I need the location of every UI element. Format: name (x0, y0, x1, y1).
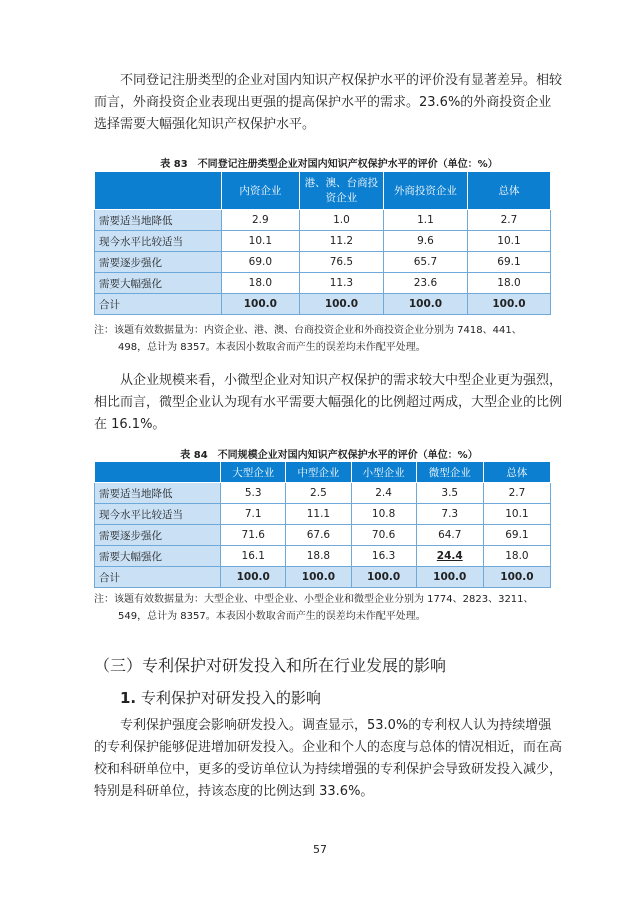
table-row (95, 210, 551, 231)
header-blank (95, 462, 221, 483)
cell: 9.6 (383, 231, 467, 252)
row-label: 需要大幅强化 (95, 546, 221, 567)
paragraph-enterprise-size: 从企业规模来看，小微型企业对知识产权保护的需求较大中型企业更为强烈，相比而言，微型企业认为现有水平需要大幅强化的比例超过两成，大型企业的比例在 16.1%。 (94, 373, 563, 432)
cell: 5.3 (221, 483, 286, 504)
cell: 10.1 (221, 231, 299, 252)
note-line: 注：该题有效数据量为：大型企业、中型企业、小型企业和微型企业分别为 1774、2823、3211、 (94, 594, 534, 605)
header-overall: 总体 (467, 172, 550, 210)
table-row (95, 273, 551, 294)
table-header-row (95, 462, 551, 483)
row-label: 合计 (95, 294, 222, 315)
section-heading: （三）专利保护对研发投入和所在行业发展的影响 (94, 656, 447, 675)
cell: 69.0 (221, 252, 299, 273)
cell: 18.8 (286, 546, 351, 567)
table-row (95, 483, 551, 504)
cell: 69.1 (483, 525, 550, 546)
note-line: 549，总计为 8357。本表因小数取舍而产生的误差均未作配平处理。 (118, 611, 426, 622)
cell: 2.5 (286, 483, 351, 504)
header-blank (95, 172, 222, 210)
row-label: 需要逐步强化 (95, 252, 222, 273)
page-number: 57 (313, 843, 327, 856)
table-row (95, 525, 551, 546)
cell: 10.1 (467, 231, 550, 252)
cell: 11.3 (299, 273, 383, 294)
cell: 71.6 (221, 525, 286, 546)
cell: 18.0 (467, 273, 550, 294)
cell: 70.6 (351, 525, 416, 546)
cell: 1.0 (299, 210, 383, 231)
cell: 3.5 (416, 483, 483, 504)
cell: 100.0 (483, 567, 550, 588)
header-small: 小型企业 (351, 462, 416, 483)
row-label: 合计 (95, 567, 221, 588)
cell: 7.3 (416, 504, 483, 525)
sub-heading-number: 1. (120, 689, 137, 707)
cell: 100.0 (351, 567, 416, 588)
header-hk-macao-taiwan: 港、澳、台商投资企业 (299, 172, 383, 210)
table-row (95, 504, 551, 525)
cell: 10.1 (483, 504, 550, 525)
table-header-row (95, 172, 551, 210)
cell: 1.1 (383, 210, 467, 231)
table-83-note (94, 322, 564, 356)
sub-heading (120, 687, 321, 708)
table-row (95, 546, 551, 567)
sub-heading-text: 专利保护对研发投入的影响 (140, 689, 321, 707)
cell: 76.5 (299, 252, 383, 273)
header-domestic: 内资企业 (221, 172, 299, 210)
paragraph-rd-investment: 专利保护强度会影响研发投入。调查显示，53.0%的专利权人认为持续增强的专利保护能够促进增加研发投入。企业和个人的态度与总体的情况相近，而在高校和科研单位中，更多的受访单位认为持续增强的专利保护会导致研发投入减少，特别是科研单位，持该态度的比例达到 33.6%。 (94, 718, 563, 799)
paragraph-registration-types: 不同登记注册类型的企业对国内知识产权保护水平的评价没有显著差异。相较而言，外商投资企业表现出更强的提高保护水平的需求。23.6%的外商投资企业选择需要大幅强化知识产权保护水平。 (94, 73, 563, 132)
cell: 65.7 (383, 252, 467, 273)
table-total-row (95, 567, 551, 588)
cell: 16.3 (351, 546, 416, 567)
cell: 100.0 (467, 294, 550, 315)
cell: 11.1 (286, 504, 351, 525)
cell: 100.0 (416, 567, 483, 588)
row-label: 需要逐步强化 (95, 525, 221, 546)
row-label: 现今水平比较适当 (95, 231, 222, 252)
cell: 2.7 (483, 483, 550, 504)
row-label: 需要适当地降低 (95, 210, 222, 231)
cell: 100.0 (286, 567, 351, 588)
cell: 100.0 (221, 567, 286, 588)
row-label: 需要适当地降低 (95, 483, 221, 504)
header-medium: 中型企业 (286, 462, 351, 483)
cell: 100.0 (221, 294, 299, 315)
table-84-note (94, 591, 564, 625)
cell: 7.1 (221, 504, 286, 525)
cell: 64.7 (416, 525, 483, 546)
cell: 2.7 (467, 210, 550, 231)
cell: 2.9 (221, 210, 299, 231)
cell: 100.0 (299, 294, 383, 315)
cell: 100.0 (383, 294, 467, 315)
cell: 69.1 (467, 252, 550, 273)
table-row (95, 252, 551, 273)
cell: 11.2 (299, 231, 383, 252)
table-84 (94, 461, 551, 588)
table-84-caption: 表 84 不同规模企业对国内知识产权保护水平的评价（单位：%） (180, 450, 478, 461)
cell: 10.8 (351, 504, 416, 525)
table-total-row (95, 294, 551, 315)
note-line: 注：该题有效数据量为：内资企业、港、澳、台商投资企业和外商投资企业分别为 7418、441、 (94, 325, 522, 336)
row-label: 现今水平比较适当 (95, 504, 221, 525)
header-overall: 总体 (483, 462, 550, 483)
header-large: 大型企业 (221, 462, 286, 483)
note-line: 498，总计为 8357。本表因小数取舍而产生的误差均未作配平处理。 (118, 342, 426, 353)
cell: 18.0 (221, 273, 299, 294)
cell: 23.6 (383, 273, 467, 294)
row-label: 需要大幅强化 (95, 273, 222, 294)
cell: 16.1 (221, 546, 286, 567)
cell: 2.4 (351, 483, 416, 504)
table-row (95, 231, 551, 252)
header-micro: 微型企业 (416, 462, 483, 483)
table-83 (94, 171, 551, 315)
cell: 18.0 (483, 546, 550, 567)
header-foreign: 外商投资企业 (383, 172, 467, 210)
highlighted-cell: 24.4 (416, 546, 483, 567)
table-83-caption: 表 83 不同登记注册类型企业对国内知识产权保护水平的评价（单位：%） (160, 159, 498, 170)
cell: 67.6 (286, 525, 351, 546)
